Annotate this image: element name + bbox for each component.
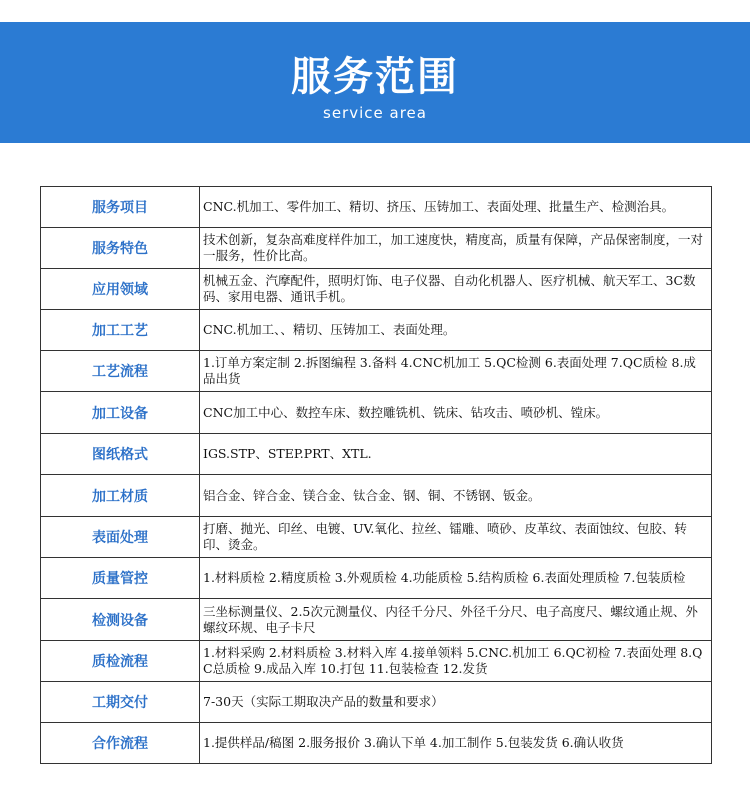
table-row bbox=[41, 228, 712, 269]
row-label: 检测设备 bbox=[41, 599, 200, 641]
row-label: 工艺流程 bbox=[41, 351, 200, 392]
table-row bbox=[41, 392, 712, 434]
row-value: 机械五金、汽摩配件，照明灯饰、电子仪器、自动化机器人、医疗机械、航天军工、3C数码、家用电器、通讯手机。 bbox=[200, 269, 712, 310]
table-row bbox=[41, 351, 712, 392]
row-value: 1.材料采购 2.材料质检 3.材料入库 4.接单领料 5.CNC.机加工 6.QC初检 7.表面处理 8.QC总质检 9.成品入库 10.打包 11.包装检查 12.发货 bbox=[200, 641, 712, 682]
table-row bbox=[41, 641, 712, 682]
row-label: 图纸格式 bbox=[41, 434, 200, 475]
table-row bbox=[41, 269, 712, 310]
header-banner bbox=[0, 22, 750, 143]
page-title: 服务范围 bbox=[291, 54, 459, 100]
row-label: 表面处理 bbox=[41, 517, 200, 558]
row-value: 7-30天（实际工期取决产品的数量和要求） bbox=[200, 682, 712, 723]
row-label: 加工设备 bbox=[41, 392, 200, 434]
row-value: CNC.机加工、、精切、压铸加工、表面处理。 bbox=[200, 310, 712, 351]
row-value: 铝合金、锌合金、镁合金、钛合金、钢、铜、不锈钢、钣金。 bbox=[200, 475, 712, 517]
table-row bbox=[41, 310, 712, 351]
row-value: 1.订单方案定制 2.拆图编程 3.备料 4.CNC机加工 5.QC检测 6.表面处理 7.QC质检 8.成品出货 bbox=[200, 351, 712, 392]
row-value: 1.材料质检 2.精度质检 3.外观质检 4.功能质检 5.结构质检 6.表面处理质检 7.包装质检 bbox=[200, 558, 712, 599]
row-value: IGS.STP、STEP.PRT、XTL. bbox=[200, 434, 712, 475]
row-value: 1.提供样品/稿图 2.服务报价 3.确认下单 4.加工制作 5.包装发货 6.确认收货 bbox=[200, 723, 712, 764]
row-value: 技术创新，复杂高难度样件加工，加工速度快，精度高，质量有保障，产品保密制度，一对一服务，性价比高。 bbox=[200, 228, 712, 269]
table-row bbox=[41, 187, 712, 228]
row-label: 合作流程 bbox=[41, 723, 200, 764]
row-label: 服务特色 bbox=[41, 228, 200, 269]
row-value: 三坐标测量仪、2.5次元测量仪、内径千分尺、外径千分尺、电子高度尺、螺纹通止规、外螺纹环规、电子卡尺 bbox=[200, 599, 712, 641]
service-table bbox=[40, 186, 712, 764]
table-row bbox=[41, 558, 712, 599]
page-subtitle: service area bbox=[323, 104, 427, 122]
row-label: 质检流程 bbox=[41, 641, 200, 682]
row-label: 服务项目 bbox=[41, 187, 200, 228]
table-row bbox=[41, 475, 712, 517]
table-row bbox=[41, 517, 712, 558]
row-label: 应用领域 bbox=[41, 269, 200, 310]
table-row bbox=[41, 434, 712, 475]
row-label: 加工工艺 bbox=[41, 310, 200, 351]
table-row bbox=[41, 599, 712, 641]
table-row bbox=[41, 723, 712, 764]
row-value: 打磨、抛光、印丝、电镀、UV.氧化、拉丝、镭雕、喷砂、皮革纹、表面蚀纹、包胶、转印、烫金。 bbox=[200, 517, 712, 558]
row-label: 加工材质 bbox=[41, 475, 200, 517]
row-value: CNC加工中心、数控车床、数控雕铣机、铣床、钻攻击、喷砂机、镗床。 bbox=[200, 392, 712, 434]
row-label: 质量管控 bbox=[41, 558, 200, 599]
row-value: CNC.机加工、零件加工、精切、挤压、压铸加工、表面处理、批量生产、检测治具。 bbox=[200, 187, 712, 228]
row-label: 工期交付 bbox=[41, 682, 200, 723]
table-row bbox=[41, 682, 712, 723]
